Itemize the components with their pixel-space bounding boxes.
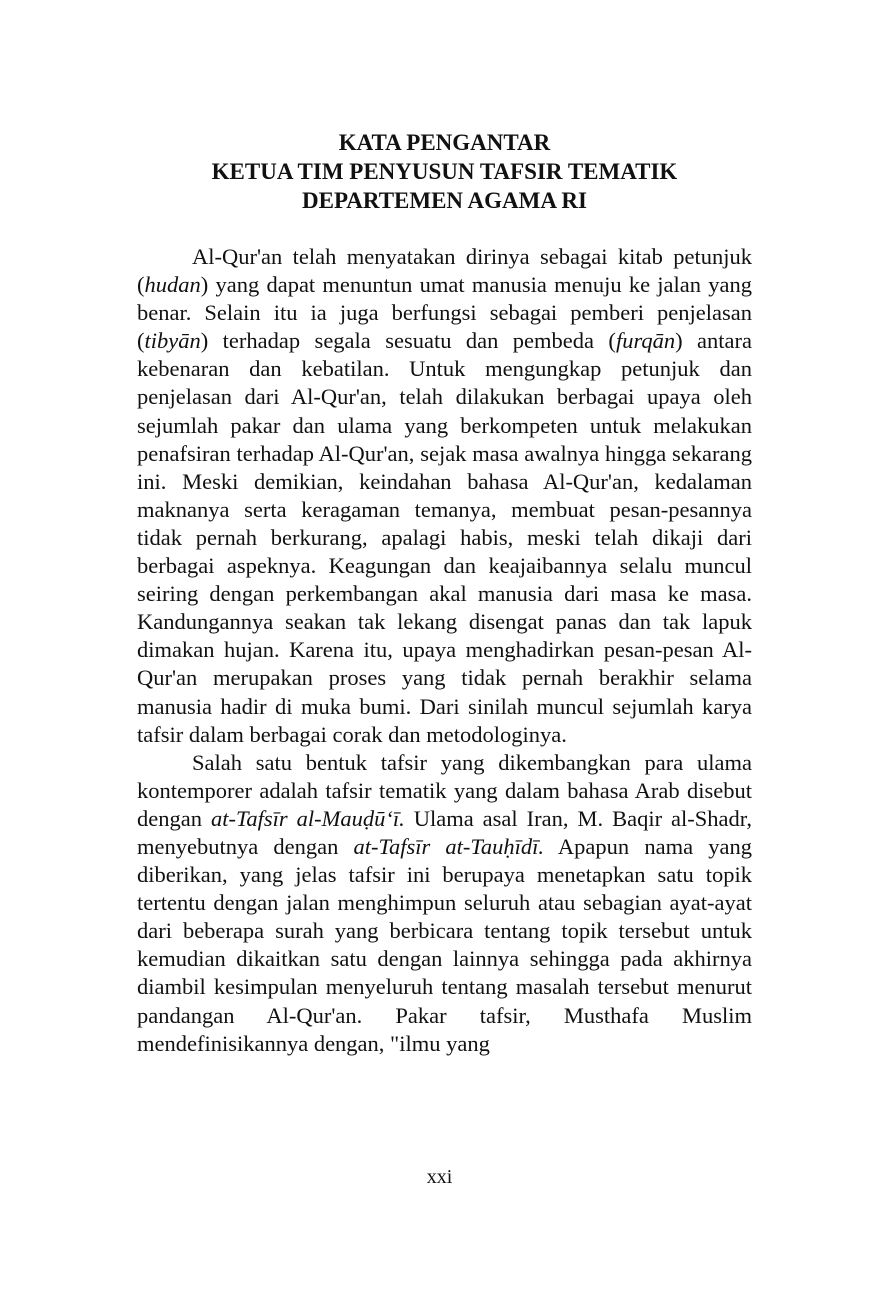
paragraph-2-text-b: Ulama asal Iran, M. Baqir al-Shadr, menyebutnya dengan <box>137 805 752 859</box>
body-text <box>137 243 752 1058</box>
paragraph-2-text-c: Apapun nama yang diberikan, yang jelas tafsir ini berupaya menetapkan satu topik tertentu dengan jalan menghimpun seluruh atau sebagian ayat-ayat dari beberapa surah yang berbicara tentang topik tersebut untuk kemudian dikaitkan satu dengan lainnya sehingga pada akhirnya diambil kesimpulan menyeluruh tentang masalah tersebut menurut pandangan Al-Qur'an. Pakar tafsir, Musthafa Muslim mendefinisikannya dengan, "ilmu yang <box>137 833 752 1056</box>
heading-line-3: DEPARTEMEN AGAMA RI <box>302 188 587 213</box>
term-hudan: hudan <box>144 272 201 298</box>
paragraph-2-text-a: Salah satu bentuk tafsir yang dikembangkan para ulama kontemporer adalah tafsir tematik yang dalam bahasa Arab disebut dengan <box>137 749 752 831</box>
paragraph-1 <box>137 243 752 749</box>
page-number: xxi <box>426 1166 453 1188</box>
term-tafsir-maudui: at-Tafsīr al-Mauḍū‘ī. <box>210 805 405 831</box>
paragraph-1-text-c: ) terhadap segala sesuatu dan pembeda ( <box>200 328 616 354</box>
paragraph-2 <box>137 749 752 1058</box>
paragraph-1-text-b: ) yang dapat menuntun umat manusia menuju ke jalan yang benar. Selain itu ia juga berfungsi sebagai pemberi penjelasan ( <box>137 272 752 354</box>
paragraph-1-text-a: Al-Qur'an telah menyatakan dirinya sebagai kitab petunjuk ( <box>137 244 752 298</box>
term-furqan: furqān <box>615 328 676 354</box>
paragraph-1-text-d: ) antara kebenaran dan kebatilan. Untuk mengungkap petunjuk dan penjelasan dari Al-Qur'an, telah dilakukan berbagai upaya oleh sejumlah pakar dan ulama yang berkompeten untuk melakukan penafsiran terhadap Al-Qur'an, sejak masa awalnya hingga sekarang ini. Meski demikian, keindahan bahasa Al-Qur'an, kedalaman maknanya serta keragaman temanya, membuat pesan-pesannya tidak pernah berkurang, apalagi habis, meski telah dikaji dari berbagai aspeknya. Keagungan dan keajaibannya selalu muncul seiring dengan perkembangan akal manusia dari masa ke masa. Kandungannya seakan tak lekang disengat panas dan tak lapuk dimakan hujan. Karena itu, upaya menghadirkan pesan-pesan Al-Qur'an merupakan proses yang tidak pernah berakhir selama manusia hadir di muka bumi. Dari sinilah muncul sejumlah karya tafsir dalam berbagai corak dan metodologinya. <box>137 328 753 747</box>
term-tafsir-tauhidi: at-Tafsīr at-Tauḥīdī. <box>353 833 544 859</box>
heading-line-2: KETUA TIM PENYUSUN TAFSIR TEMATIK <box>211 159 678 184</box>
term-tibyan: tibyān <box>144 328 201 354</box>
heading-line-1: KATA PENGANTAR <box>338 130 551 155</box>
chapter-heading <box>137 128 752 215</box>
